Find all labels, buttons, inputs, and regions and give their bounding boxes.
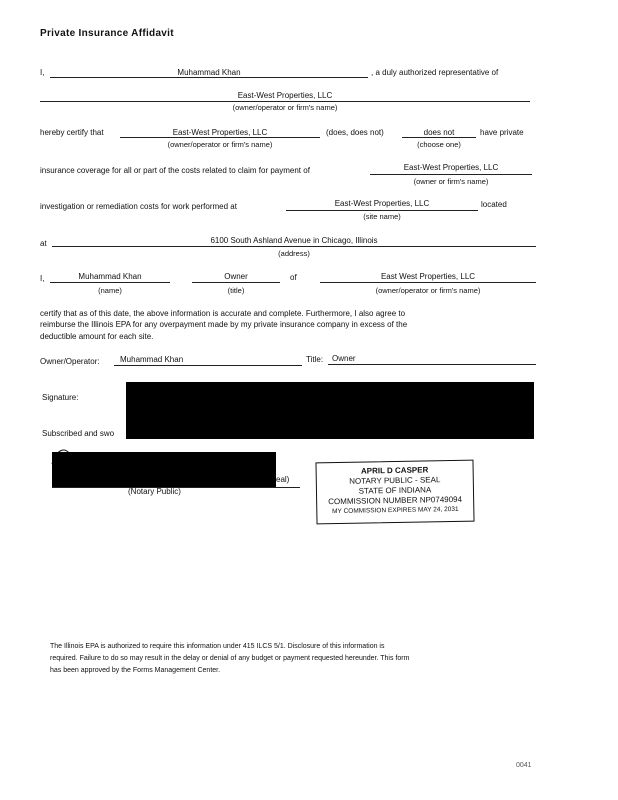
signer-title-line [192,282,280,283]
certify-firm-caption: (owner/operator or firm's name) [167,140,273,149]
firm-line [40,101,530,102]
coverage-text: insurance coverage for all or part of the costs related to claim for payment of [40,166,310,175]
footer-line-1: The Illinois EPA is authorized to require this information under 415 ILCS 5/1. Disclosure of this information is [50,643,385,650]
site-name: East-West Properties, LLC [334,199,430,208]
name-line [50,77,368,78]
coverage-firm: East-West Properties, LLC [403,163,499,172]
signer-firm: East West Properties, LLC [380,272,476,281]
redacted-signature [126,382,534,439]
form-title: Private Insurance Affidavit [40,28,174,39]
label-i-2: I, [40,274,45,283]
signer-firm-line [320,282,536,283]
representative-suffix: , a duly authorized representative of [371,68,499,77]
stamp-line-4: COMMISSION NUMBER NP0749094 [328,494,463,507]
redacted-notary [52,452,276,488]
label-i: I, [40,68,45,77]
stamp-line-2: NOTARY PUBLIC - SEAL [349,475,441,486]
signer-name-line [50,282,170,283]
signer-name-caption: (name) [98,286,122,295]
of-label: of [290,273,297,282]
owner-title-line [328,364,536,365]
signer-name: Muhammad Khan [78,272,142,281]
site-caption: (site name) [363,212,401,221]
owner-operator-value: Muhammad Khan [120,355,184,364]
signer-firm-caption: (owner/operator or firm's name) [375,286,481,295]
coverage-firm-line [370,174,532,175]
address-value: 6100 South Ashland Avenue in Chicago, Illinois [210,236,378,245]
firm-name: East-West Properties, LLC [237,91,333,100]
seal-fragment: eal) [276,475,290,484]
owner-operator-label: Owner/Operator: [40,357,100,366]
notary-caption: (Notary Public) [128,487,181,496]
owner-operator-line [114,365,302,366]
investigation-text: investigation or remediation costs for work performed at [40,202,237,211]
address-caption: (address) [278,249,310,258]
choice-line [402,137,476,138]
certify-prefix: hereby certify that [40,128,104,137]
certify-firm: East-West Properties, LLC [172,128,268,137]
signer-title: Owner [224,272,248,281]
address-line [52,246,536,247]
certify-line-3: deductible amount for each site. [40,332,154,341]
subscribed-label: Subscribed and swo [42,429,115,438]
certify-line-1: certify that as of this date, the above information is accurate and complete. Furthermore, I also agree to [40,309,406,318]
certify-firm-line [120,137,320,138]
does-choice: does not [423,128,455,137]
located-label: located [481,200,507,209]
at-label: at [40,239,47,248]
stamp-line-1: APRIL D CASPER [360,465,429,476]
stamp-line-3: STATE OF INDIANA [358,485,432,496]
notary-seal-stamp [315,460,474,525]
firm-caption: (owner/operator or firm's name) [232,103,338,112]
certify-suffix: have private [480,128,524,137]
choice-caption: (choose one) [417,140,461,149]
does-options: (does, does not) [326,128,384,137]
footer-line-3: has been approved by the Forms Management Center. [50,667,221,674]
representative-name: Muhammad Khan [177,68,241,77]
signer-title-caption: (title) [227,286,245,295]
page-code: 0041 [516,762,532,769]
coverage-caption: (owner or firm's name) [413,177,489,186]
owner-title-value: Owner [332,354,356,363]
certify-line-2: reimburse the Illinois EPA for any overpayment made by my private insurance company in excess of the [40,320,408,329]
signature-label: Signature: [42,393,79,402]
site-line [286,210,478,211]
footer-line-2: required. Failure to do so may result in the delay or denial of any budget or payment requested hereunder. This form [50,655,410,662]
stamp-line-5: MY COMMISSION EXPIRES MAY 24, 2031 [332,505,459,516]
owner-title-label: Title: [306,355,324,364]
